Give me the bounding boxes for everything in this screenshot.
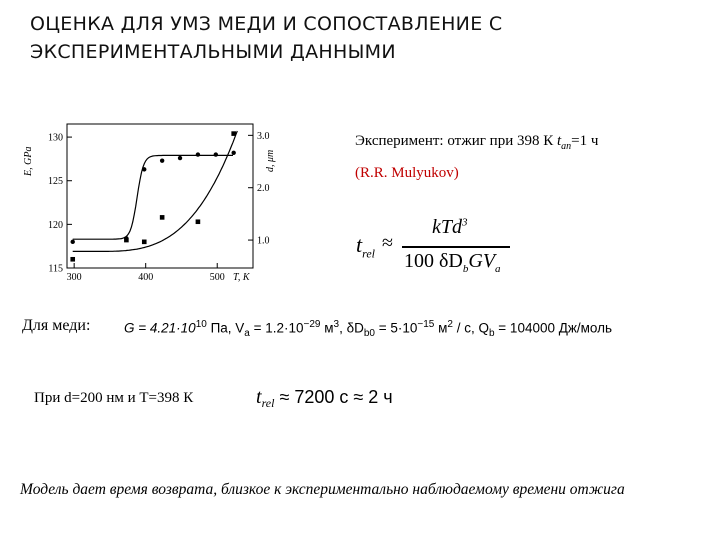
- y-right-tick-label: 3.0: [257, 130, 270, 142]
- conclusion-text: Модель дает время возврата, близкое к экспериментально наблюдаемому времени отжига: [20, 481, 625, 498]
- title-line-1: ОЦЕНКА ДЛЯ УМЗ МЕДИ И СОПОСТАВЛЕНИЕ С: [30, 13, 503, 35]
- formula-numerator: kTd$^3$: [432, 216, 468, 238]
- x-axis-label: T, K: [233, 272, 250, 283]
- slide-title: [30, 10, 670, 66]
- growth-fit-line: [73, 131, 238, 251]
- x-tick-label: 400: [138, 272, 154, 283]
- formula-denominator: 100 $\delta D_bGV_a$: [404, 250, 501, 275]
- y-right-tick-label: 2.0: [257, 183, 270, 195]
- plot-frame: [67, 124, 253, 268]
- data-point-square: [231, 131, 236, 136]
- formula-lhs: $t_{rel}$: [356, 232, 376, 261]
- data-point-circle: [214, 152, 218, 156]
- data-point-circle: [178, 156, 182, 160]
- data-point-square: [196, 219, 201, 224]
- y-left-axis-label: E, GPa: [23, 146, 34, 176]
- y-left-tick-label: 120: [48, 219, 63, 231]
- data-point-circle: [160, 158, 164, 162]
- fraction-bar: [402, 246, 510, 248]
- copper-params: $G = 4.21\cdot 10^{10}$ Па, $V_a = 1.2\cdot 10^{-29}$ $м^3$, $\delta D_{b0} = 5\cdot 10^{-15}$ $м^2$ / с, $Q_b = 104000$ Дж/моль: [124, 319, 613, 340]
- x-tick-label: 300: [66, 272, 82, 283]
- y-left-tick-label: 125: [48, 176, 63, 188]
- data-point-circle: [196, 152, 200, 156]
- chart: [15, 118, 295, 288]
- condition-text: При d=200 нм и T=398 К: [34, 390, 194, 406]
- y-right-tick-label: 1.0: [257, 235, 270, 247]
- sigmoid-fit-line: [73, 155, 233, 239]
- result-line: $t_{rel} \approx 7200$ с ≈ 2 ч: [256, 386, 393, 411]
- data-point-circle: [231, 151, 235, 155]
- experiment-note: Эксперимент: отжиг при 398 К $t_{an}=1$ ч: [355, 133, 599, 152]
- copper-label: Для меди:: [22, 317, 91, 334]
- y-left-tick-label: 130: [48, 132, 63, 144]
- formula-approx: ≈: [382, 232, 393, 254]
- citation: (R.R. Mulyukov): [355, 165, 459, 181]
- data-point-square: [142, 240, 147, 245]
- x-tick-label: 500: [209, 272, 225, 283]
- y-right-axis-label: d, μm: [265, 149, 276, 172]
- data-point-square: [124, 238, 129, 243]
- data-point-square: [70, 257, 75, 262]
- y-left-tick-label: 115: [48, 263, 63, 275]
- data-point-square: [160, 215, 165, 220]
- title-line-2: ЭКСПЕРИМЕНТАЛЬНЫМИ ДАННЫМИ: [30, 41, 396, 63]
- data-point-circle: [142, 167, 146, 171]
- data-point-circle: [71, 240, 75, 244]
